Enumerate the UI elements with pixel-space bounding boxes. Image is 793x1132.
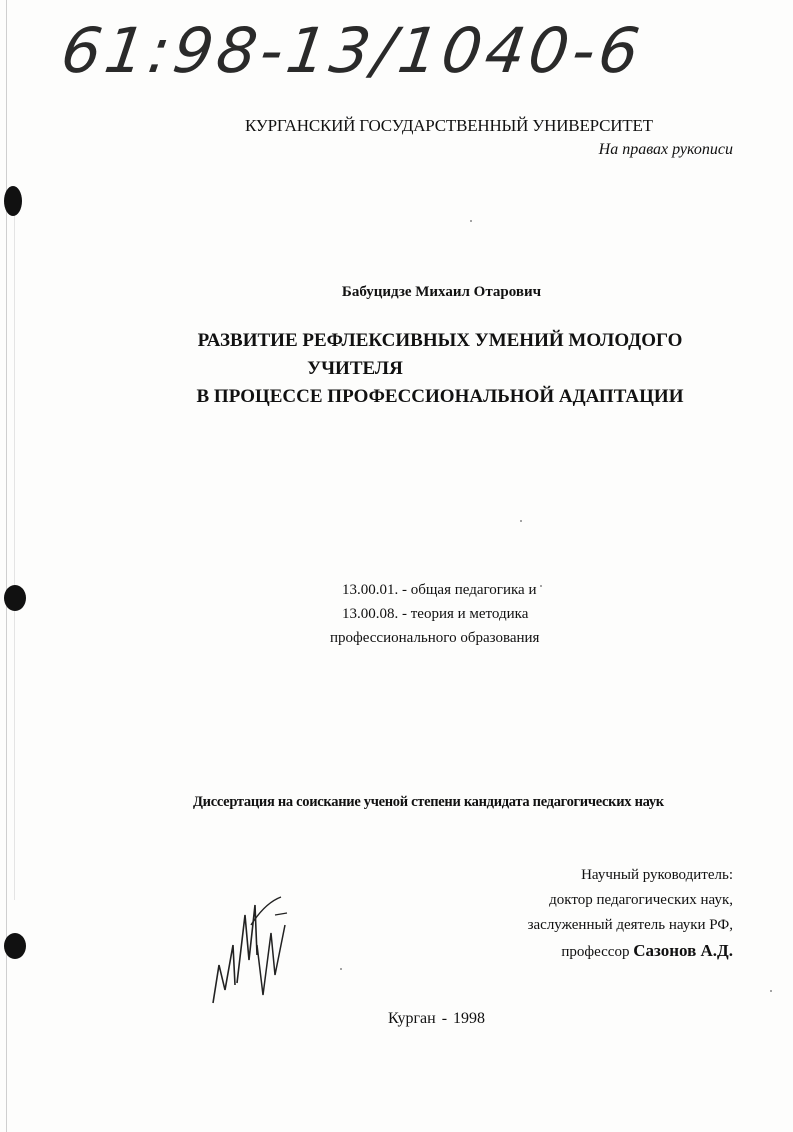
specialty-line-1: 13.00.01. - общая педагогика и <box>342 582 537 598</box>
author-name: Бабуцидзе Михаил Отарович <box>341 284 542 300</box>
title-line-3: В ПРОЦЕССЕ ПРОФЕССИОНАЛЬНОЙ АДАПТАЦИИ <box>196 386 684 407</box>
binder-hole <box>4 585 26 611</box>
city-year: Курган - 1998 <box>388 1010 486 1027</box>
supervisor-honor: заслуженный деятель науки РФ, <box>527 917 733 933</box>
handwritten-signature <box>205 885 295 1015</box>
scan-speck <box>340 968 342 970</box>
scan-edge-line <box>6 0 7 1132</box>
specialty-line-2: 13.00.08. - теория и методика <box>342 606 529 622</box>
scan-speck <box>520 520 522 522</box>
supervisor-role: Научный руководитель: <box>581 867 733 883</box>
supervisor-block <box>528 863 733 965</box>
scan-speck <box>540 585 542 587</box>
scan-edge-line <box>14 200 15 900</box>
specialty-codes <box>330 578 539 650</box>
university-name: КУРГАНСКИЙ ГОСУДАРСТВЕННЫЙ УНИВЕРСИТЕТ <box>245 116 653 135</box>
supervisor-prefix: профессор <box>561 944 630 960</box>
dissertation-statement: Диссертация на соискание ученой степени кандидата педагогических наук <box>193 794 664 810</box>
title-line-2: УЧИТЕЛЯ <box>307 358 403 379</box>
title-line-1: РАЗВИТИЕ РЕФЛЕКСИВНЫХ УМЕНИЙ МОЛОДОГО <box>197 330 683 351</box>
binder-hole <box>4 933 26 959</box>
scan-speck <box>470 220 472 222</box>
supervisor-name: Сазонов А.Д. <box>633 941 733 960</box>
manuscript-note: На правах рукописи <box>598 141 733 158</box>
scan-speck <box>770 990 772 992</box>
binder-hole <box>4 186 22 216</box>
supervisor-degree: доктор педагогических наук, <box>549 892 733 908</box>
supervisor-title-line <box>528 938 733 965</box>
dissertation-title <box>150 327 730 411</box>
specialty-line-3: профессионального образования <box>330 630 540 646</box>
handwritten-archive-number: 61:98-13/1040-6 <box>56 14 648 87</box>
